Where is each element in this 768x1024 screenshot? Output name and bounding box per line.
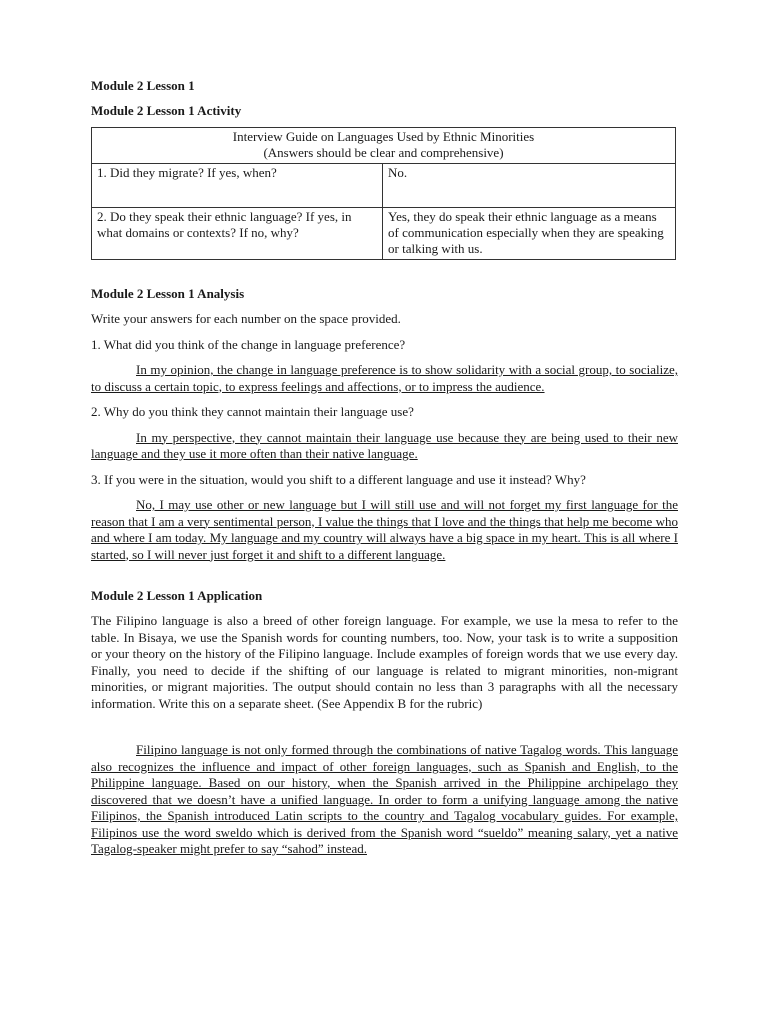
analysis-instruction: Write your answers for each number on the space provided. xyxy=(91,311,401,326)
table-header-row xyxy=(92,128,676,164)
analysis-question-3: 3. If you were in the situation, would you shift to a different language and use it instead? Why? xyxy=(91,471,586,487)
analysis-question-1: 1. What did you think of the change in language preference? xyxy=(91,336,406,352)
table-header-cell xyxy=(92,128,676,164)
question-cell: 2. Do they speak their ethnic language? If yes, in what domains or contexts? If no, why? xyxy=(92,208,383,260)
application-heading: Module 2 Lesson 1 Application xyxy=(91,588,263,603)
analysis-question-2: 2. Why do you think they cannot maintain their language use? xyxy=(91,404,414,419)
question-cell: 1. Did they migrate? If yes, when? xyxy=(92,164,383,208)
document-content xyxy=(91,78,678,858)
table-row xyxy=(92,164,676,208)
analysis-answer-3: No, I may use other or new language but I will still use and will not forget my first language for the reason that I am a very sentimental person, I value the things that I love and the things that help me become who and where I am today. My language and my country will always have a big space in my heart. This is all where I started, so I will never just forget it and shift to a different language. xyxy=(91,497,678,562)
table-row xyxy=(92,208,676,260)
interview-guide-table xyxy=(91,127,676,260)
analysis-answer-2: In my perspective, they cannot maintain their language use because they are being used to their new language and they use it more often than their native language. xyxy=(91,429,678,461)
application-prompt: The Filipino language is also a breed of other foreign language. For example, we use la mesa to refer to the table. In Bisaya, we use the Spanish words for counting numbers, too. Now, your task is to write a supposition or your theory on the history of the Filipino language. Include examples of foreign words that we use every day. Finally, you need to decide if the shifting of our language is related to migrant minorities, non-migrant minorities, or migrant majorities. The output should contain no less than 3 paragraphs with all the necessary information. Write this on a separate sheet. (See Appendix B for the rubric) xyxy=(91,613,678,711)
table-subtitle: (Answers should be clear and comprehensive) xyxy=(263,145,504,160)
application-answer: Filipino language is not only formed through the combinations of native Tagalog words. This language also recognizes the influence and impact of other foreign languages, such as Spanish and English, to the Philippine language. Based on our history, when the Spanish arrived in the Philippine archipelago they discovered that we doesn’t have a unified language. In order to form a unifying language among the native Filipinos, the Spanish introduced Latin scripts to the country and Tagalog vocabulary guides. For example, Filipinos use the word sweldo which is derived from the Spanish word “sueldo” meaning salary, yet a native Tagalog-speaker might prefer to say “sahod” instead. xyxy=(91,742,678,856)
table-title: Interview Guide on Languages Used by Ethnic Minorities xyxy=(232,129,535,144)
analysis-answer-1: In my opinion, the change in language preference is to show solidarity with a social group, to socialize, to discuss a certain topic, to express feelings and affections, or to impress the audience. xyxy=(91,362,678,394)
activity-heading: Module 2 Lesson 1 Activity xyxy=(91,103,242,118)
analysis-heading: Module 2 Lesson 1 Analysis xyxy=(91,286,245,301)
module-title: Module 2 Lesson 1 xyxy=(91,78,195,93)
answer-cell: Yes, they do speak their ethnic language as a means of communication especially when they are speaking or talking with us. xyxy=(383,208,676,260)
answer-cell: No. xyxy=(383,164,676,208)
